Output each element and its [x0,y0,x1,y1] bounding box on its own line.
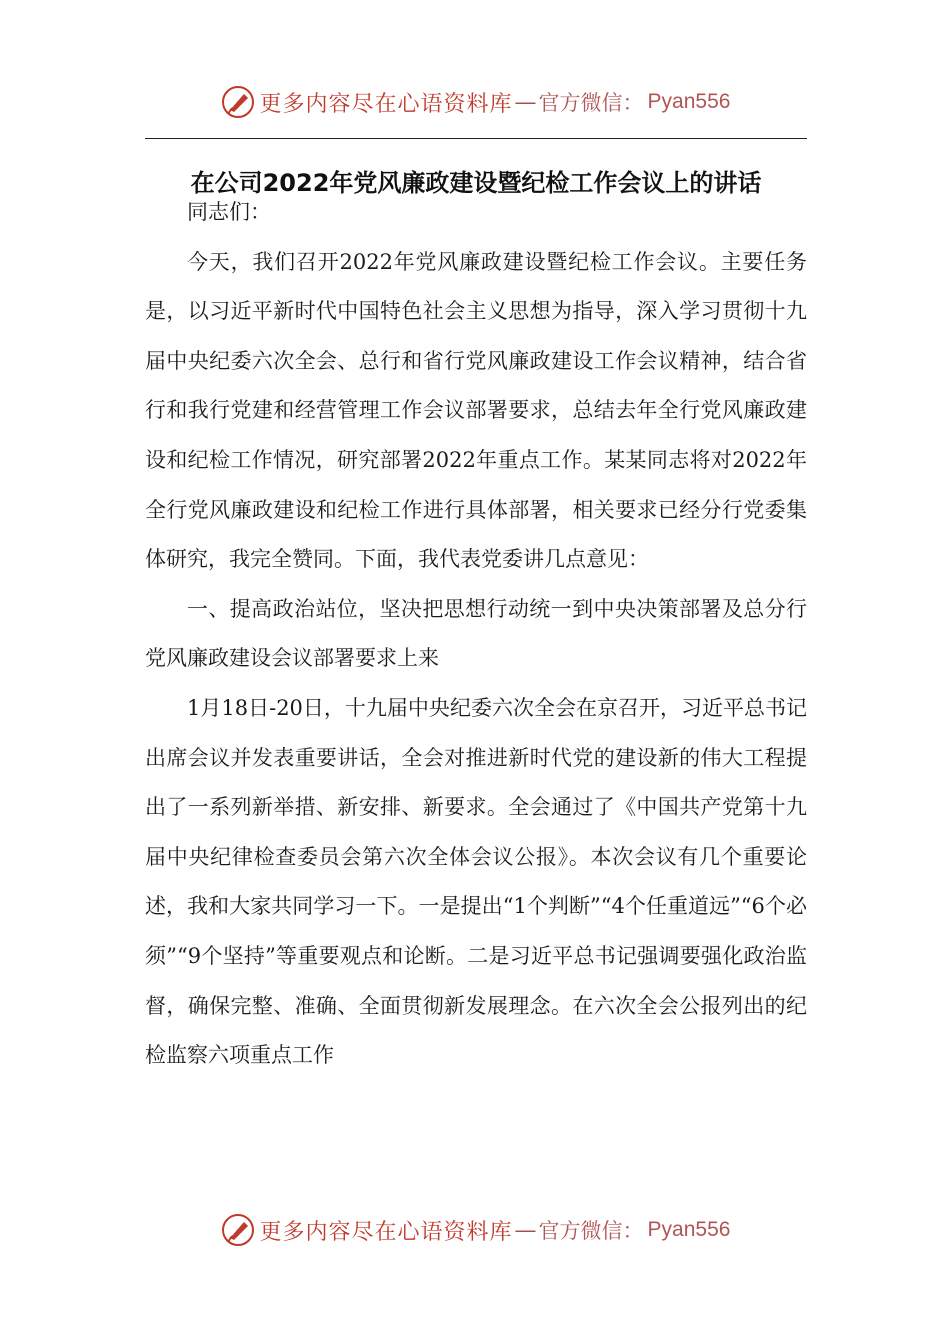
footer-wechat-id: Pyan556 [647,1218,731,1241]
header-divider [145,138,807,139]
paragraph-intro: 今天，我们召开2022年党风廉政建设暨纪检工作会议。主要任务是，以习近平新时代中国特色社会主义思想为指导，深入学习贯彻十九届中央纪委六次全会、总行和省行党风廉政建设工作会议精神，结合省行和我行党建和经营管理工作会议部署要求，总结去年全行党风廉政建设和纪检工作情况，研究部署2022年重点工作。某某同志将对2022年全行党风廉政建设和纪检工作进行具体部署，相关要求已经分行党委集体研究，我完全赞同。下面，我代表党委讲几点意见： [145,249,807,572]
banner-wechat-id: Pyan556 [647,90,731,113]
paragraph-section-heading: 一、提高政治站位，坚决把思想行动统一到中央决策部署及总分行党风廉政建设会议部署要求上来 [145,596,807,671]
greeting: 同志们： [187,200,271,224]
pen-nib-logo-icon [220,84,256,120]
banner-brand: 更多内容尽在心语资料库 [259,91,513,117]
paragraph-plenary: 1月18日-20日，十九届中央纪委六次全会在京召开，习近平总书记出席会议并发表重要讲话，全会对推进新时代党的建设新的伟大工程提出了一系列新举措、新安排、新要求。全会通过了《中国共产党第十九届中央纪律检查委员会第六次全体会议公报》。本次会议有几个重要论述，我和大家共同学习一下。一是提出“1个判断”“4个任重道远”“6个必须”“9个坚持”等重要观点和论断。二是习近平总书记强调要强化政治监督，确保完整、准确、全面贯彻新发展理念。在六次全会公报列出的纪检监察六项重点工作 [145,695,807,1068]
footer-dash: — [514,1217,537,1243]
pen-nib-logo-icon [220,1212,256,1248]
banner-dash: — [514,89,537,115]
footer-brand: 更多内容尽在心语资料库 [259,1219,513,1245]
footer-banner [0,1210,950,1250]
footer-label: 官方微信： [538,1219,644,1243]
banner-label: 官方微信： [538,91,644,115]
header-banner [0,82,950,122]
document-body [145,188,807,1081]
document-title: 在公司2022年党风廉政建设暨纪检工作会议上的讲话 [190,169,762,197]
